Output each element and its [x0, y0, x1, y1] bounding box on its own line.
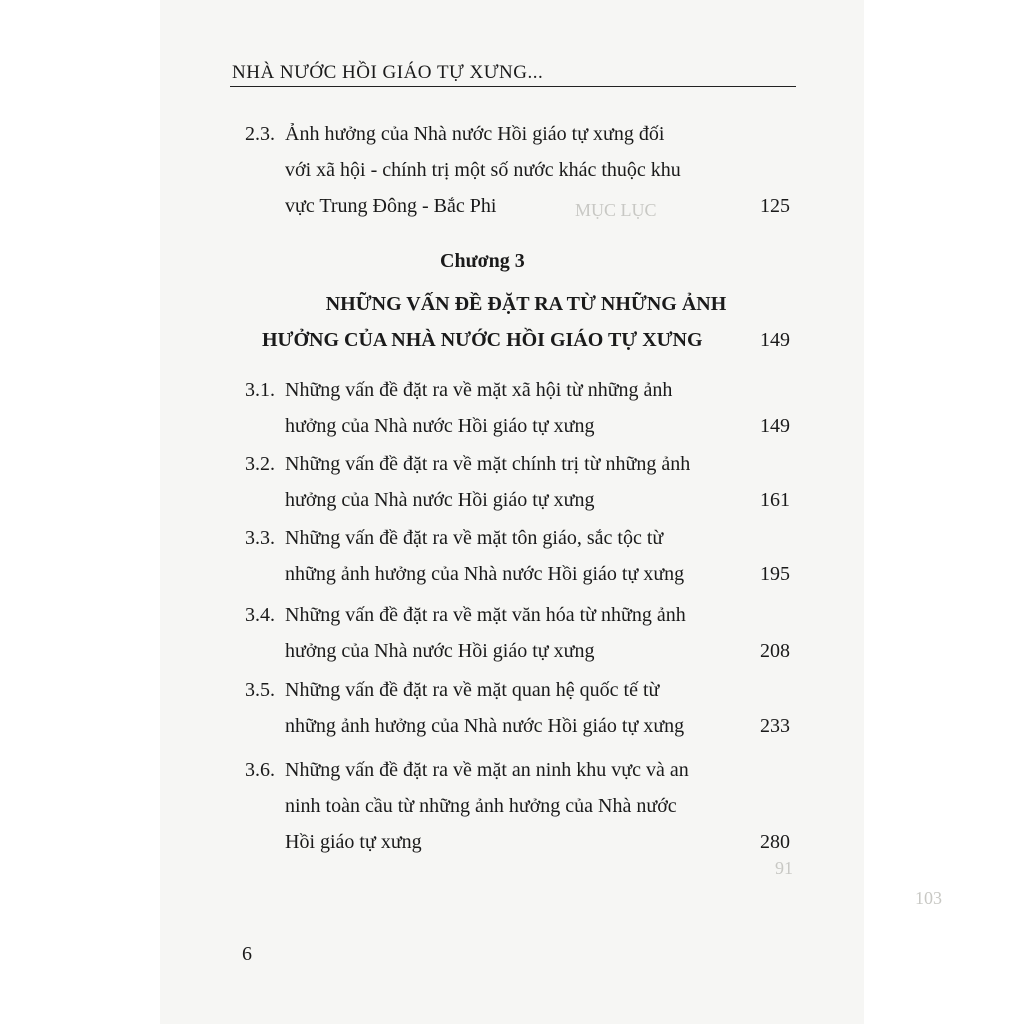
entry-title-line: Những vấn đề đặt ra về mặt văn hóa từ những ảnh: [285, 604, 686, 626]
chapter-title: [262, 286, 790, 358]
page-number: 149: [760, 329, 790, 351]
entry-number: 3.3.: [245, 527, 275, 549]
entry-title-line: Những vấn đề đặt ra về mặt xã hội từ những ảnh: [285, 379, 673, 401]
page-number: 208: [760, 640, 790, 662]
entry-title-line: vực Trung Đông - Bắc Phi: [285, 195, 497, 217]
page-number: 233: [760, 715, 790, 737]
entry-title-line: ninh toàn cầu từ những ảnh hưởng của Nhà nước: [285, 795, 677, 817]
show-through-text: 103: [915, 888, 942, 908]
page-number: 195: [760, 563, 790, 585]
entry-number: 3.4.: [245, 604, 275, 626]
page-number: 280: [760, 831, 790, 853]
toc-entry-3-3: [245, 520, 790, 592]
entry-title-line: Những vấn đề đặt ra về mặt tôn giáo, sắc tộc từ: [285, 527, 664, 549]
entry-number: 3.6.: [245, 759, 275, 781]
entry-title-line: Những vấn đề đặt ra về mặt quan hệ quốc tế từ: [285, 679, 660, 701]
entry-number: 2.3.: [245, 123, 275, 145]
entry-number: 3.1.: [245, 379, 275, 401]
toc-entry-2-3: [245, 116, 790, 224]
toc-entry-3-6: [245, 752, 790, 860]
entry-number: 3.5.: [245, 679, 275, 701]
toc-entry-3-4: [245, 597, 790, 669]
entry-title-line: hưởng của Nhà nước Hồi giáo tự xưng: [285, 489, 595, 511]
show-through-text: 91: [775, 858, 793, 878]
entry-title-line: hưởng của Nhà nước Hồi giáo tự xưng: [285, 415, 595, 437]
entry-title-line: những ảnh hưởng của Nhà nước Hồi giáo tự xưng: [285, 715, 685, 737]
page-number: 161: [760, 489, 790, 511]
page-number: 149: [760, 415, 790, 437]
entry-title-line: với xã hội - chính trị một số nước khác thuộc khu: [285, 159, 681, 181]
page-number: 125: [760, 195, 790, 217]
entry-title-line: những ảnh hưởng của Nhà nước Hồi giáo tự xưng: [285, 563, 685, 585]
entry-title-line: hưởng của Nhà nước Hồi giáo tự xưng: [285, 640, 595, 662]
entry-title-line: Hồi giáo tự xưng: [285, 831, 422, 853]
header-rule: [230, 86, 796, 87]
toc-entry-3-1: [245, 372, 790, 444]
entry-title-line: Những vấn đề đặt ra về mặt an ninh khu vực và an: [285, 759, 689, 781]
toc-entry-3-5: [245, 672, 790, 744]
running-head: NHÀ NƯỚC HỒI GIÁO TỰ XƯNG...: [232, 62, 544, 83]
show-through-text: MỤC LỤC: [575, 200, 657, 220]
chapter-title-line: NHỮNG VẤN ĐỀ ĐẶT RA TỪ NHỮNG ẢNH: [325, 293, 727, 315]
entry-number: 3.2.: [245, 453, 275, 475]
toc-entry-3-2: [245, 446, 790, 518]
chapter-label: Chương 3: [440, 250, 525, 272]
entry-title-line: Ảnh hưởng của Nhà nước Hồi giáo tự xưng đối: [285, 123, 665, 145]
chapter-title-line: HƯỞNG CỦA NHÀ NƯỚC HỒI GIÁO TỰ XƯNG: [262, 329, 703, 351]
folio-page-number: 6: [242, 943, 252, 965]
entry-title-line: Những vấn đề đặt ra về mặt chính trị từ những ảnh: [285, 453, 691, 475]
